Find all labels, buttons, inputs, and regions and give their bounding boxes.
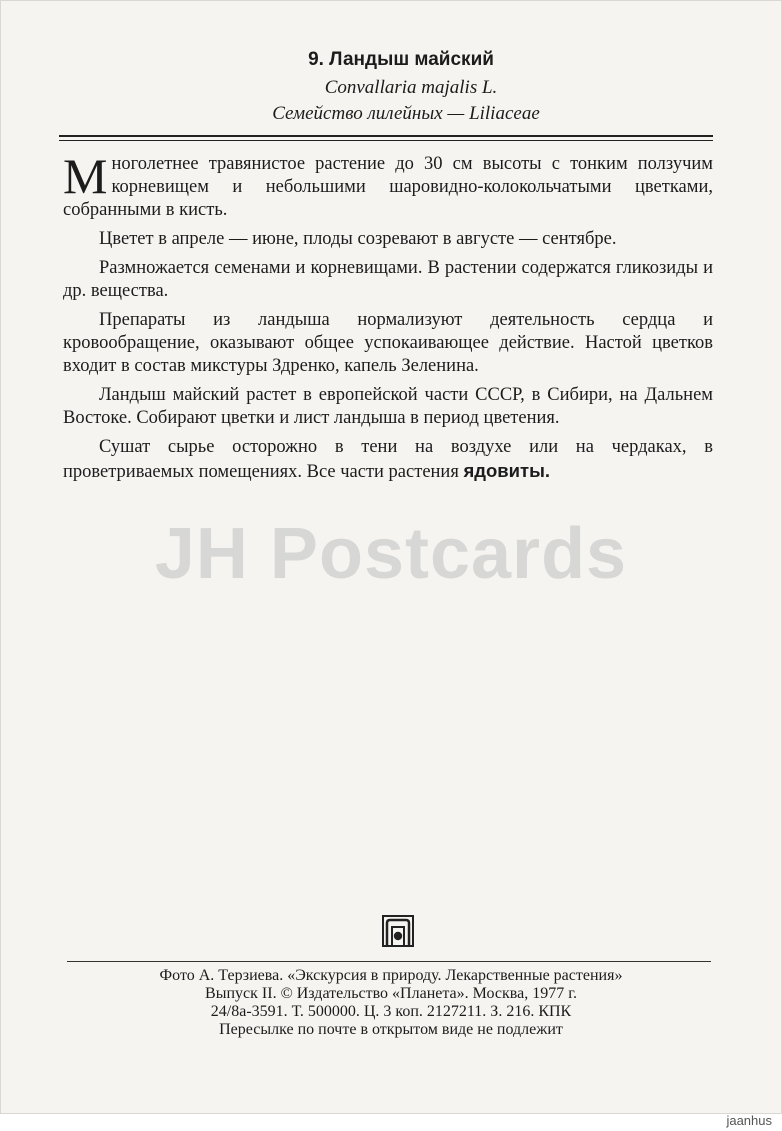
imprint-divider xyxy=(67,961,711,962)
paragraph-4: Препараты из ландыша нормализуют деятельность сердца и кровообращение, оказывают общее успокаивающее действие. Настой цветков входит в состав микстуры Здренко, капель Зеленина. xyxy=(63,310,713,376)
watermark: JH Postcards xyxy=(154,514,628,594)
paragraph-1-text: ноголетнее травянистое растение до 30 см высоты с тонким ползучим корневищем и небольшими шаровидно-колокольчатыми цветками, собранными в кисть. xyxy=(63,154,713,220)
family-line xyxy=(31,101,781,127)
description xyxy=(63,148,713,490)
family-latin: Liliaceae xyxy=(469,103,540,124)
imprint-line-2: Выпуск II. © Издательство «Планета». Москва, 1977 г. xyxy=(205,985,577,1002)
imprint-line-3: 24/8а-3591. Т. 500000. Ц. 3 коп. 2127211. З. 216. КПК xyxy=(210,1003,572,1020)
paragraph-6-text: Сушат сырье осторожно в тени на воздухе или на чердаках, в проветриваемых помещениях. Все части растения xyxy=(63,437,713,482)
imprint-line-1: Фото А. Терзиева. «Экскурсия в природу. Лекарственные растения» xyxy=(159,967,623,984)
imprint xyxy=(61,967,721,1039)
paragraph-1 xyxy=(63,148,713,222)
latin-name: Convallaria majalis L. xyxy=(324,77,498,98)
poisonous-warning: ядовиты. xyxy=(463,460,551,481)
drop-cap: М xyxy=(63,148,108,204)
imprint-line-4: Пересылке по почте в открытом виде не подлежит xyxy=(219,1021,563,1038)
header-divider xyxy=(59,135,713,141)
planeta-publisher-logo-icon xyxy=(382,915,414,947)
source-credit: jaanhus xyxy=(726,1113,772,1128)
header xyxy=(1,47,781,127)
paragraph-6 xyxy=(63,436,713,484)
plant-title: 9. Ландыш майский xyxy=(308,49,494,70)
paragraph-2: Цветет в апреле — июне, плоды созревают в августе — сентябре. xyxy=(99,229,617,249)
family-ru: Семейство лилейных — xyxy=(272,103,470,124)
paragraph-3: Размножается семенами и корневищами. В растении содержатся гликозиды и др. вещества. xyxy=(63,258,713,301)
paragraph-5: Ландыш майский растет в европейской части СССР, в Сибири, на Дальнем Востоке. Собирают цветки и лист ландыша в период цветения. xyxy=(63,385,713,428)
